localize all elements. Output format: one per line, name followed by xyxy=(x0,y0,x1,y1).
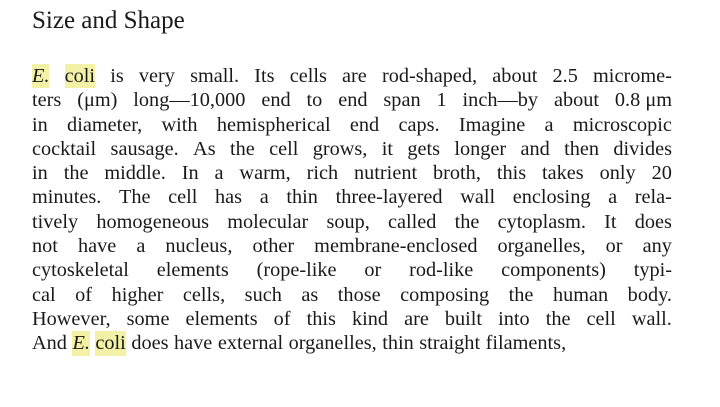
word: then xyxy=(564,137,600,160)
word: ters xyxy=(32,89,62,112)
word: rod-like xyxy=(409,259,474,282)
word: middle. xyxy=(104,162,166,185)
word: of xyxy=(75,283,93,306)
word: those xyxy=(337,283,381,306)
word: or xyxy=(364,259,382,282)
word: higher xyxy=(111,283,164,306)
word: very xyxy=(138,65,175,87)
word: about xyxy=(553,89,599,112)
text-line xyxy=(32,113,672,137)
word: called xyxy=(388,210,437,233)
word: thin xyxy=(382,332,414,355)
word: hemispherical xyxy=(216,113,331,136)
word: elements xyxy=(185,307,258,330)
text-line xyxy=(32,88,672,112)
word: does xyxy=(634,210,672,233)
word: divides xyxy=(613,137,672,160)
word: has xyxy=(215,186,243,209)
word: the xyxy=(63,162,89,185)
word: broth, xyxy=(433,162,481,185)
word: cal xyxy=(32,283,56,306)
word: the xyxy=(545,307,571,330)
word: external xyxy=(217,332,284,355)
word: any xyxy=(642,235,672,258)
word: not xyxy=(32,235,58,258)
word: some xyxy=(126,307,170,330)
word: such xyxy=(244,283,282,306)
word: this xyxy=(306,307,336,330)
word: kind xyxy=(351,307,389,330)
word: sausage. xyxy=(110,137,179,160)
word: And xyxy=(32,332,67,355)
word: elements xyxy=(156,259,229,282)
word: molecular xyxy=(227,210,309,233)
word: long—10,000 xyxy=(133,89,246,112)
word: human xyxy=(552,283,609,306)
word: It xyxy=(604,210,617,233)
word: gets xyxy=(407,137,440,160)
word: built xyxy=(444,307,483,330)
text-line xyxy=(32,137,672,161)
word: inch—by xyxy=(462,89,539,112)
word: into xyxy=(498,307,530,330)
word: cells, xyxy=(182,283,226,306)
word: cells xyxy=(289,65,327,87)
word: membrane-enclosed xyxy=(314,235,478,258)
word: caps. xyxy=(398,113,440,136)
word: rich xyxy=(306,162,339,185)
word: (rope-like xyxy=(256,259,337,282)
text-line xyxy=(32,185,672,209)
word: a xyxy=(608,186,618,209)
word: and xyxy=(520,137,550,160)
text-line xyxy=(32,161,672,185)
word: does xyxy=(131,332,169,355)
word: typi- xyxy=(633,259,672,282)
word: nutrient xyxy=(354,162,418,185)
word: nucleus, xyxy=(165,235,233,258)
word: have xyxy=(77,235,117,258)
word: it xyxy=(381,137,393,160)
word: in xyxy=(32,113,48,136)
word: cell xyxy=(269,137,299,160)
text-line xyxy=(32,283,672,307)
word: are xyxy=(342,65,367,87)
word: the xyxy=(508,283,534,306)
word: organelles, xyxy=(497,235,586,258)
word: Its xyxy=(254,65,275,87)
word: cell xyxy=(586,307,616,330)
word: end xyxy=(349,113,380,136)
word: microme- xyxy=(593,65,672,87)
word: (μm) xyxy=(77,89,118,112)
word: microscopic xyxy=(572,113,672,136)
word: composing xyxy=(400,283,490,306)
word: tively xyxy=(32,210,79,233)
word: in xyxy=(32,162,48,185)
word: end xyxy=(261,89,291,112)
word: cell xyxy=(168,186,198,209)
word: the xyxy=(229,137,255,160)
word: minutes. xyxy=(32,186,102,209)
text-line xyxy=(32,210,672,234)
word: as xyxy=(301,283,319,306)
word: rela- xyxy=(634,186,672,209)
word: enclosing xyxy=(512,186,591,209)
word: the xyxy=(454,210,480,233)
word: takes xyxy=(542,162,584,185)
word: a xyxy=(136,235,146,258)
word: a xyxy=(259,186,269,209)
text-line xyxy=(32,64,672,88)
word: warm, xyxy=(239,162,291,185)
highlighted-word: coli xyxy=(95,332,126,355)
highlighted-word: E. xyxy=(72,332,90,355)
word: grows, xyxy=(312,137,368,160)
word: small. xyxy=(190,65,240,87)
word: straight xyxy=(419,332,481,355)
word: In xyxy=(181,162,199,185)
word: have xyxy=(174,332,213,355)
word: The xyxy=(118,186,151,209)
word: cytoskeletal xyxy=(32,259,129,282)
word: three-layered xyxy=(335,186,443,209)
word: are xyxy=(404,307,429,330)
section-heading: Size and Shape xyxy=(32,7,185,34)
word: about xyxy=(492,65,538,87)
word: 2.5 xyxy=(552,65,578,87)
word: this xyxy=(496,162,527,185)
word: As xyxy=(193,137,216,160)
word: a xyxy=(214,162,224,185)
word: However, xyxy=(32,307,111,330)
word: cytoplasm. xyxy=(497,210,586,233)
word: wall. xyxy=(631,307,672,330)
word: 0.8 μm xyxy=(614,89,672,112)
word: longer xyxy=(454,137,507,160)
word: Imagine xyxy=(458,113,526,136)
word: with xyxy=(161,113,198,136)
word: organelles, xyxy=(288,332,377,355)
text-line xyxy=(32,331,672,355)
word: 1 xyxy=(436,89,447,112)
word: wall xyxy=(460,186,496,209)
word: filaments, xyxy=(485,332,567,355)
word: body. xyxy=(627,283,672,306)
word: is xyxy=(110,65,124,87)
word: span xyxy=(383,89,421,112)
word: a xyxy=(544,113,554,136)
text-line xyxy=(32,234,672,258)
word: components) xyxy=(501,259,606,282)
word: diameter, xyxy=(67,113,143,136)
word: homogeneous xyxy=(96,210,210,233)
word: of xyxy=(273,307,291,330)
word: rod-shaped, xyxy=(381,65,478,87)
word: thin xyxy=(286,186,318,209)
word: only xyxy=(599,162,636,185)
text-line xyxy=(32,258,672,282)
text-line xyxy=(32,307,672,331)
highlighted-word: coli xyxy=(64,65,96,87)
word: 20 xyxy=(651,162,672,185)
highlighted-word: E. xyxy=(32,65,50,87)
word: to xyxy=(306,89,323,112)
word: soup, xyxy=(326,210,370,233)
word: end xyxy=(338,89,368,112)
word: cocktail xyxy=(32,137,97,160)
body-paragraph xyxy=(32,64,672,356)
word: other xyxy=(252,235,295,258)
word: or xyxy=(605,235,623,258)
